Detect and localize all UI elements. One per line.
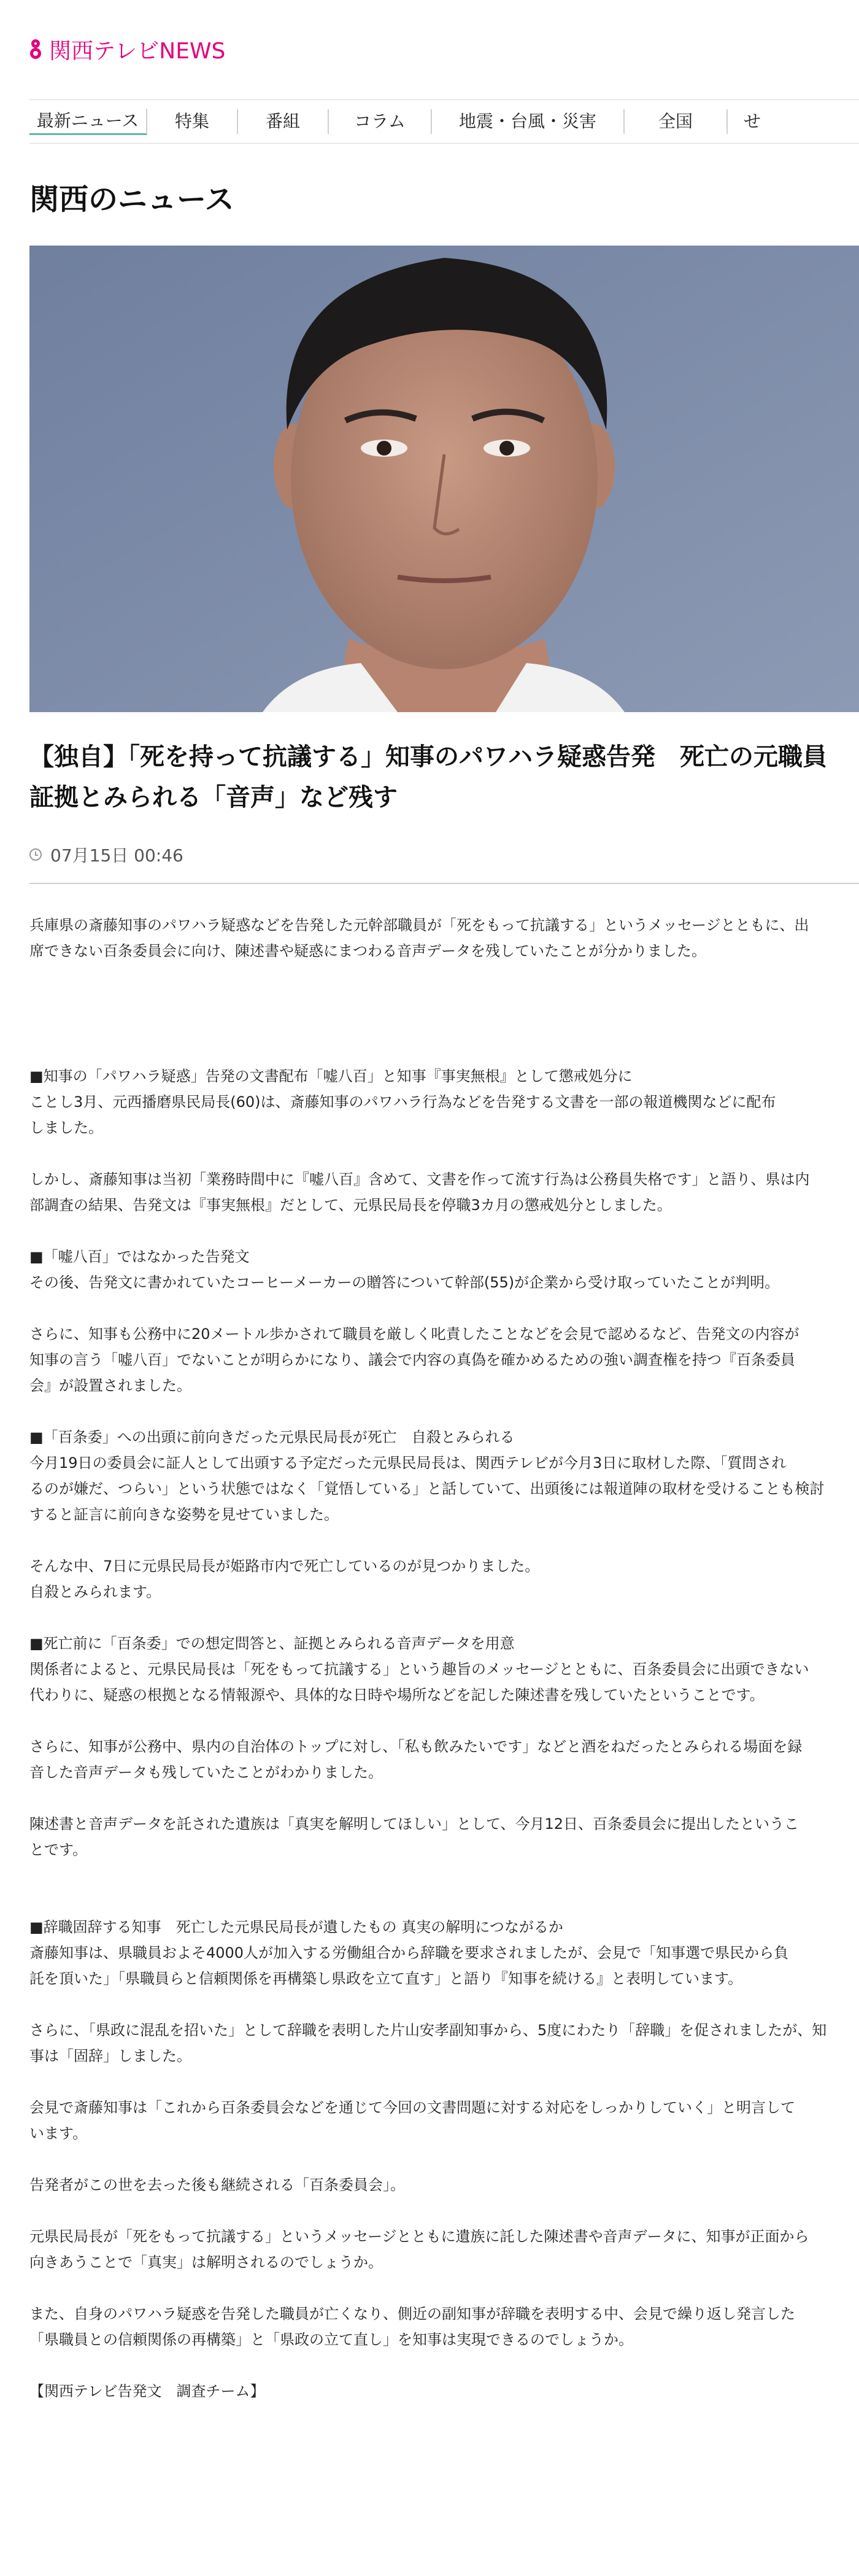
paragraph-line: 知事の言う「嘘八百」でないことが明らかになり、議会で内容の真偽を確かめるための強い調査権を持つ『百条委員 — [29, 1351, 795, 1368]
article-paragraph — [29, 1450, 859, 1527]
lead-line: 席できない百条委員会に向け、陳述書や疑惑にまつわる音声データを残していたことが分かりました。 — [29, 942, 707, 960]
paragraph-line: その後、告発文に書かれていたコーヒーメーカーの贈答について幹部(55)が企業から受け取っていたことが判明。 — [29, 1274, 780, 1291]
headline-line-2: 証拠とみられる「音声」など残す — [29, 783, 398, 812]
section-heading: ■「嘘八百」ではなかった告発文 — [29, 1248, 250, 1265]
paragraph-line: さらに、知事が公務中、県内の自治体のトップに対し、「私も飲みたいです」などと酒をねだったとみられる場面を録 — [29, 1738, 803, 1755]
article-paragraph — [29, 2172, 859, 2198]
section-title: 関西のニュース — [29, 182, 234, 217]
headline-divider — [29, 883, 859, 884]
paragraph-line: 斎藤知事は、県職員およそ4000人が加入する労働組合から辞職を要求されましたが、会見で「知事選で県民から負 — [29, 1944, 789, 1961]
section-heading: ■「百条委」への出頭に前向きだった元県民局長が死亡 自殺とみられる — [29, 1429, 515, 1446]
ktv-logo-icon[interactable] — [29, 37, 44, 61]
paragraph-line: そんな中、7日に元県民局長が姫路市内で死亡しているのが見つかりました。 — [29, 1558, 540, 1575]
article-paragraph — [29, 1089, 859, 1141]
lead-line: 兵庫県の斎藤知事のパワハラ疑惑などを告発した元幹部職員が「死をもって抗議する」というメッセージとともに、出 — [29, 917, 809, 934]
article-section — [29, 1244, 859, 1399]
paragraph-line: 音した音声データも残していたことがわかりました。 — [29, 1764, 383, 1781]
paragraph-line: 託を頂いた」「県職員らと信頼関係を再構築し県政を立て直す」と語り『知事を続ける』と表明しています。 — [29, 1970, 743, 1987]
paragraph-line: るのが嫌だ、つらい」という状態ではなく「覚悟している」と話していて、出頭後には報道陣の取材を受けることも検討 — [29, 1480, 825, 1497]
paragraph-line: また、自身のパワハラ疑惑を告発した職員が亡くなり、側近の副知事が辞職を表明する中、会見で繰り返し発言した — [29, 2305, 795, 2322]
paragraph-line: います。 — [29, 2125, 88, 2142]
paragraph-line: さらに、知事も公務中に20メートル歩かされて職員を厳しく叱責したことなどを会見で認めるなど、告発文の内容が — [29, 1325, 799, 1343]
paragraph-line: 代わりに、疑惑の根拠となる情報源や、具体的な日時や場所などを記した陳述書を残していたということです。 — [29, 1686, 765, 1704]
article-credit: 【関西テレビ告発文 調査チーム】 — [29, 2383, 265, 2400]
nav-item-latest[interactable]: 最新ニュース — [29, 109, 147, 135]
article-section — [29, 1424, 859, 1605]
nav-item-columns[interactable]: コラム — [329, 109, 432, 134]
article-paragraph — [29, 2095, 859, 2146]
nav-item-more[interactable]: せ — [743, 111, 761, 131]
paragraph-line: さらに、「県政に混乱を招いた」として辞職を表明した片山安孝副知事から、5度にわたり「辞職」を促されましたが、知 — [29, 2022, 827, 2039]
article-paragraph — [29, 1656, 859, 1708]
article-section — [29, 1063, 859, 1218]
article-section — [29, 1914, 859, 2353]
article-body — [29, 912, 859, 2404]
paragraph-line: しかし、斎藤知事は当初「業務時間中に『嘘八百』含めて、文書を作って流す行為は公務員失格です」と語り、県は内 — [29, 1171, 810, 1188]
paragraph-line: 会見で斎藤知事は「これから百条委員会などを通じて今回の文書問題に対する対応をしっかりしていく」と明言して — [29, 2099, 795, 2116]
article-section — [29, 1631, 859, 1863]
paragraph-line: 元県民局長が「死をもって抗議する」というメッセージとともに遺族に託した陳述書や音声データに、知事が正面から — [29, 2228, 809, 2245]
site-logo-text[interactable]: 関西テレビNEWS — [49, 38, 226, 64]
paragraph-line: 会』が設置されました。 — [29, 1377, 191, 1394]
article-paragraph — [29, 2017, 859, 2069]
paragraph-line: ことし3月、元西播磨県民局長(60)は、斎藤知事のパワハラ行為などを告発する文書を一部の報道機関などに配布 — [29, 1093, 776, 1111]
article-timestamp — [29, 842, 183, 867]
paragraph-line: 部調査の結果、告発文は『事実無根』だとして、元県民局長を停職3カ月の懲戒処分としました。 — [29, 1197, 672, 1214]
article-photo — [29, 246, 859, 712]
paragraph-line: 自殺とみられます。 — [29, 1583, 161, 1600]
article-paragraph — [29, 1553, 859, 1605]
paragraph-line: とです。 — [29, 1841, 88, 1858]
paragraph-line: 陳述書と音声データを託された遺族は「真実を解明してほしい」として、今月12日、百条委員会に提出したというこ — [29, 1815, 799, 1833]
category-nav — [29, 99, 859, 144]
nav-item-programs[interactable]: 番組 — [238, 109, 329, 134]
paragraph-line: すると証言に前向きな姿勢を見せていました。 — [29, 1506, 339, 1523]
paragraph-line: 告発者がこの世を去った後も継続される「百条委員会」。 — [29, 2176, 405, 2194]
timestamp-text: 07月15日 00:46 — [50, 845, 183, 866]
paragraph-line: 「県職員との信頼関係の再構築」と「県政の立て直し」を知事は実現できるのでしょうか。 — [29, 2331, 633, 2348]
paragraph-line: 今月19日の委員会に証人として出頭する予定だった元県民局長は、関西テレビが今月3日に取材した際、「質問され — [29, 1454, 787, 1472]
paragraph-line: 関係者によると、元県民局長は「死をもって抗議する」という趣旨のメッセージとともに、百条委員会に出頭できない — [29, 1661, 809, 1678]
nav-item-national[interactable]: 全国 — [625, 109, 728, 134]
paragraph-line: 向きあうことで「真実」は解明されるのでしょうか。 — [29, 2254, 383, 2271]
headline-line-1: 【独自】「死を持って抗議する」知事のパワハラ疑惑告発 死亡の元職員 — [29, 743, 827, 771]
section-heading: ■辞職固辞する知事 死亡した元県民局長が遺したもの 真実の解明につながるか — [29, 1918, 563, 1936]
article-paragraph — [29, 1270, 859, 1295]
site-header — [29, 31, 225, 68]
article-paragraph — [29, 1734, 859, 1785]
article-paragraph — [29, 1166, 859, 1218]
article-lead — [29, 912, 859, 964]
paragraph-line: 事は「固辞」しました。 — [29, 2047, 191, 2065]
clock-icon — [29, 848, 42, 861]
section-heading: ■死亡前に「百条委」での想定問答と、証拠とみられる音声データを用意 — [29, 1635, 515, 1652]
article-paragraph — [29, 2301, 859, 2353]
section-heading: ■知事の「パワハラ疑惑」告発の文書配布「嘘八百」と知事『事実無根』として懲戒処分に — [29, 1068, 633, 1085]
paragraph-line: しました。 — [29, 1119, 103, 1136]
nav-item-features[interactable]: 特集 — [147, 109, 238, 134]
article-paragraph — [29, 1321, 859, 1399]
article-paragraph — [29, 1940, 859, 1992]
article-paragraph — [29, 2224, 859, 2275]
article-paragraph — [29, 1811, 859, 1863]
nav-item-disaster[interactable]: 地震・台風・災害 — [432, 109, 625, 134]
article-headline — [29, 737, 839, 818]
